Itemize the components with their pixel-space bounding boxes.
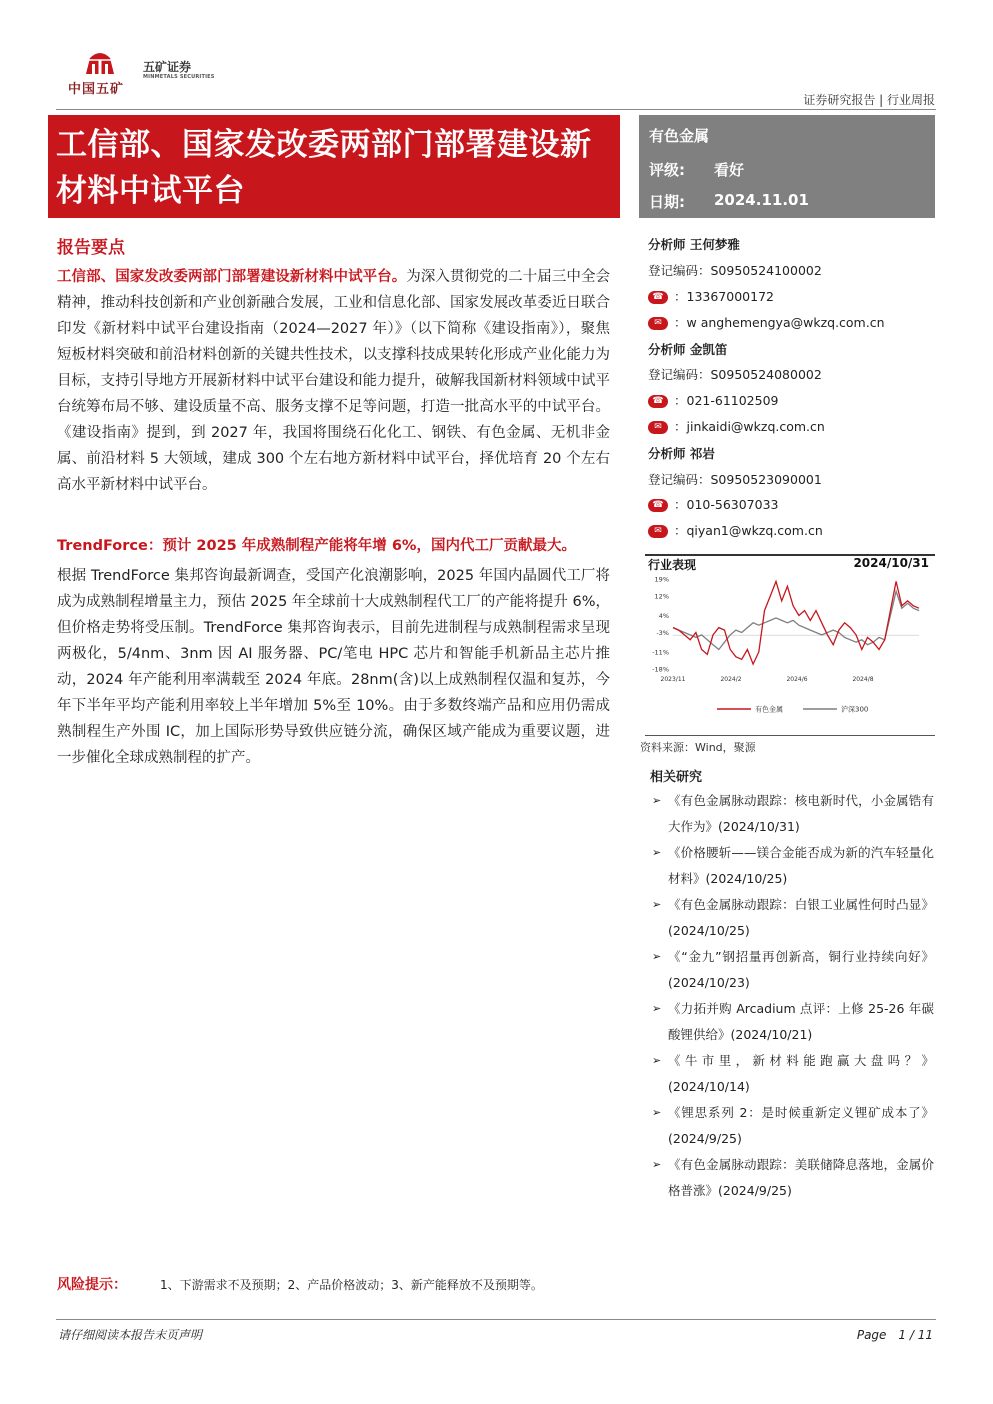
report-type: 证券研究报告 | 行业周报 [803, 93, 935, 107]
email-address[interactable]: ：w anghemengya@wkzq.com.cn [674, 315, 885, 330]
related-research-text: 《价格腰斩——镁合金能否成为新的汽车轻量化材料》(2024/10/25) [668, 845, 934, 886]
analyst-email[interactable] [648, 417, 825, 435]
analyst-name: 分析师 金凯笛 [648, 342, 728, 357]
related-research-item[interactable] [652, 892, 934, 944]
email-icon: ✉ [648, 317, 668, 330]
paragraph-1-lead: 工信部、国家发改委两部门部署建设新材料中试平台。 [57, 269, 407, 285]
logo-company-cn: 中国五矿 [68, 82, 125, 97]
related-research-text: 《有色金属脉动跟踪：核电新时代，小金属锆有大作为》(2024/10/31) [668, 793, 934, 834]
summary-paragraph-2 [57, 563, 610, 771]
email-address[interactable]: ：jinkaidi@wkzq.com.cn [674, 419, 825, 434]
related-research-text: 《牛市里，新材料能跑赢大盘吗？》(2024/10/14) [668, 1053, 934, 1094]
analyst-name: 分析师 王何梦雅 [648, 237, 740, 252]
related-research-item[interactable] [652, 840, 934, 892]
logo [66, 42, 216, 100]
phone-number: ：010-56307033 [674, 497, 779, 512]
bullet-arrow-icon: ➢ [652, 1002, 662, 1015]
summary-lead-2 [57, 533, 610, 559]
email-icon: ✉ [648, 421, 668, 434]
analyst-reg: 登记编码：S0950523090001 [648, 472, 822, 487]
paragraph-2-lead: TrendForce：预计 2025 年成熟制程产能将年增 6%，国内代工厂贡献最大。 [57, 538, 576, 554]
analyst-reg: 登记编码：S0950524100002 [648, 263, 822, 278]
related-research-item[interactable] [652, 1100, 934, 1152]
chart-bottom-divider [645, 735, 935, 736]
y-tick-label: -11% [652, 648, 669, 657]
bullet-arrow-icon: ➢ [652, 1054, 662, 1067]
phone-icon: ☎ [648, 291, 668, 304]
x-tick-label: 2023/11 [660, 676, 686, 683]
phone-icon: ☎ [648, 499, 668, 512]
y-tick-label: -3% [656, 629, 669, 638]
logo-brand-en: MINMETALS SECURITIES [143, 74, 215, 80]
legend-label: 沪深300 [841, 705, 869, 714]
related-research-title: 相关研究 [650, 770, 703, 785]
phone-icon: ☎ [648, 395, 668, 408]
minmetals-logo-icon [82, 46, 118, 76]
related-research-text: 《力拓并购 Arcadium 点评：上修 25-26 年碳酸锂供给》(2024/10/21) [668, 1001, 934, 1042]
x-tick-label: 2024/2 [720, 676, 742, 683]
y-tick-label: 4% [658, 611, 669, 620]
analyst-phone [648, 287, 774, 305]
related-research-item[interactable] [652, 996, 934, 1048]
bullet-arrow-icon: ➢ [652, 1158, 662, 1171]
page-number: Page 1 / 11 [856, 1328, 933, 1342]
y-tick-label: 19% [654, 575, 669, 584]
footer-disclaimer: 请仔细阅读本报告末页声明 [58, 1328, 203, 1342]
related-research-text: 《有色金属脉动跟踪：美联储降息落地，金属价格普涨》(2024/9/25) [668, 1157, 934, 1198]
related-research-item[interactable] [652, 788, 934, 840]
y-tick-label: 12% [654, 592, 669, 601]
bullet-arrow-icon: ➢ [652, 846, 662, 859]
x-tick-label: 2024/8 [852, 676, 874, 683]
email-icon: ✉ [648, 525, 668, 538]
related-research-item[interactable] [652, 944, 934, 996]
bullet-arrow-icon: ➢ [652, 898, 662, 911]
chart-date: 2024/10/31 [853, 556, 929, 570]
date-value: 2024.11.01 [714, 191, 809, 209]
analyst-phone [648, 495, 779, 513]
rating-box [639, 115, 935, 218]
chart-title: 行业表现 [648, 558, 697, 572]
bullet-arrow-icon: ➢ [652, 950, 662, 963]
risk-label: 风险提示： [57, 1277, 127, 1293]
series-line [673, 591, 919, 649]
analyst-email[interactable] [648, 521, 823, 539]
summary-heading: 报告要点 [57, 238, 125, 258]
rating-row [649, 159, 745, 180]
related-research-text: 《有色金属脉动跟踪：白银工业属性何时凸显》(2024/10/25) [668, 897, 934, 938]
logo-brand-name: 五矿证券 [143, 60, 192, 74]
email-address[interactable]: ：qiyan1@wkzq.com.cn [674, 523, 823, 538]
risk-text: 1、下游需求不及预期；2、产品价格波动；3、新产能释放不及预期等。 [160, 1278, 543, 1292]
bullet-arrow-icon: ➢ [652, 1106, 662, 1119]
paragraph-1-body: 为深入贯彻党的二十届三中全会精神，推动科技创新和产业创新融合发展，工业和信息化部、国家发展改革委近日联合印发《新材料中试平台建设指南（2024—2027 年）》（以下简称《建设指南》），聚焦短板材料突破和前沿材料创新的关键共性技术，以支撑科技成果转化形成产业化能力为目标，支持引导地方开展新材料中试平台建设和能力提升，破解我国新材料领域中试平台统筹布局不够、建设质量不高、服务支撑不足等问题，打造一批高水平的中试平台。《建设指南》提到，到 2027 年，我国将围绕石化化工、钢铁、有色金属、无机非金属、前沿材料 5 大领域，建成 300 个左右地方新材料中试平台，择优培育 20 个左右高水平新材料中试平台。 [57, 269, 610, 493]
analyst-phone [648, 391, 779, 409]
footer-divider [56, 1319, 936, 1320]
legend-label: 有色金属 [755, 705, 783, 714]
performance-chart [645, 571, 935, 735]
date-row [649, 191, 809, 212]
related-research-text: 《锂思系列 2：是时候重新定义锂矿成本了》(2024/9/25) [668, 1105, 934, 1146]
related-research-text: 《“金九”钢招量再创新高，铜行业持续向好》(2024/10/23) [668, 949, 934, 990]
analyst-name: 分析师 祁岩 [648, 446, 715, 461]
related-research-item[interactable] [652, 1048, 934, 1100]
title-banner [48, 115, 620, 218]
paragraph-2-body: 根据 TrendForce 集邦咨询最新调查，受国产化浪潮影响，2025 年国内晶圆代工厂将成为成熟制程增量主力，预估 2025 年全球前十大成熟制程代工厂的产能将提升 6%，但价格走势将受压制。TrendForce 集邦咨询表示，目前先进制程与成熟制程需求呈现两极化，5/4nm、3nm 因 AI 服务器、PC/笔电 HPC 芯片和智能手机新品主芯片推动，2024 年产能利用率满载至 2024 年底。28nm(含)以上成熟制程仅温和复苏，今年下半年平均产能利用率较上半年增加 5%至 10%。由于多数终端产品和应用仍需成熟制程生产外围 IC，加上国际形势导致供应链分流，确保区域产能成为重要议题，进一步催化全球成熟制程的扩产。 [57, 568, 610, 766]
rating-value: 看好 [714, 161, 745, 179]
report-title: 工信部、国家发改委两部门部署建设新材料中试平台 [56, 127, 592, 209]
related-research-item[interactable] [652, 1152, 934, 1204]
x-tick-label: 2024/6 [786, 676, 808, 683]
summary-paragraph-1 [57, 264, 610, 498]
bullet-arrow-icon: ➢ [652, 794, 662, 807]
sector-label: 有色金属 [649, 127, 710, 145]
date-label: 日期: [649, 193, 685, 211]
phone-number: ：13367000172 [674, 289, 774, 304]
chart-source: 资料来源：Wind，聚源 [640, 741, 756, 754]
rating-label: 评级: [649, 161, 685, 179]
phone-number: ：021-61102509 [674, 393, 779, 408]
header-divider [56, 109, 936, 110]
y-tick-label: -18% [652, 665, 669, 674]
related-research-list [652, 788, 934, 1204]
analyst-reg: 登记编码：S0950524080002 [648, 367, 822, 382]
analyst-email[interactable] [648, 313, 885, 331]
